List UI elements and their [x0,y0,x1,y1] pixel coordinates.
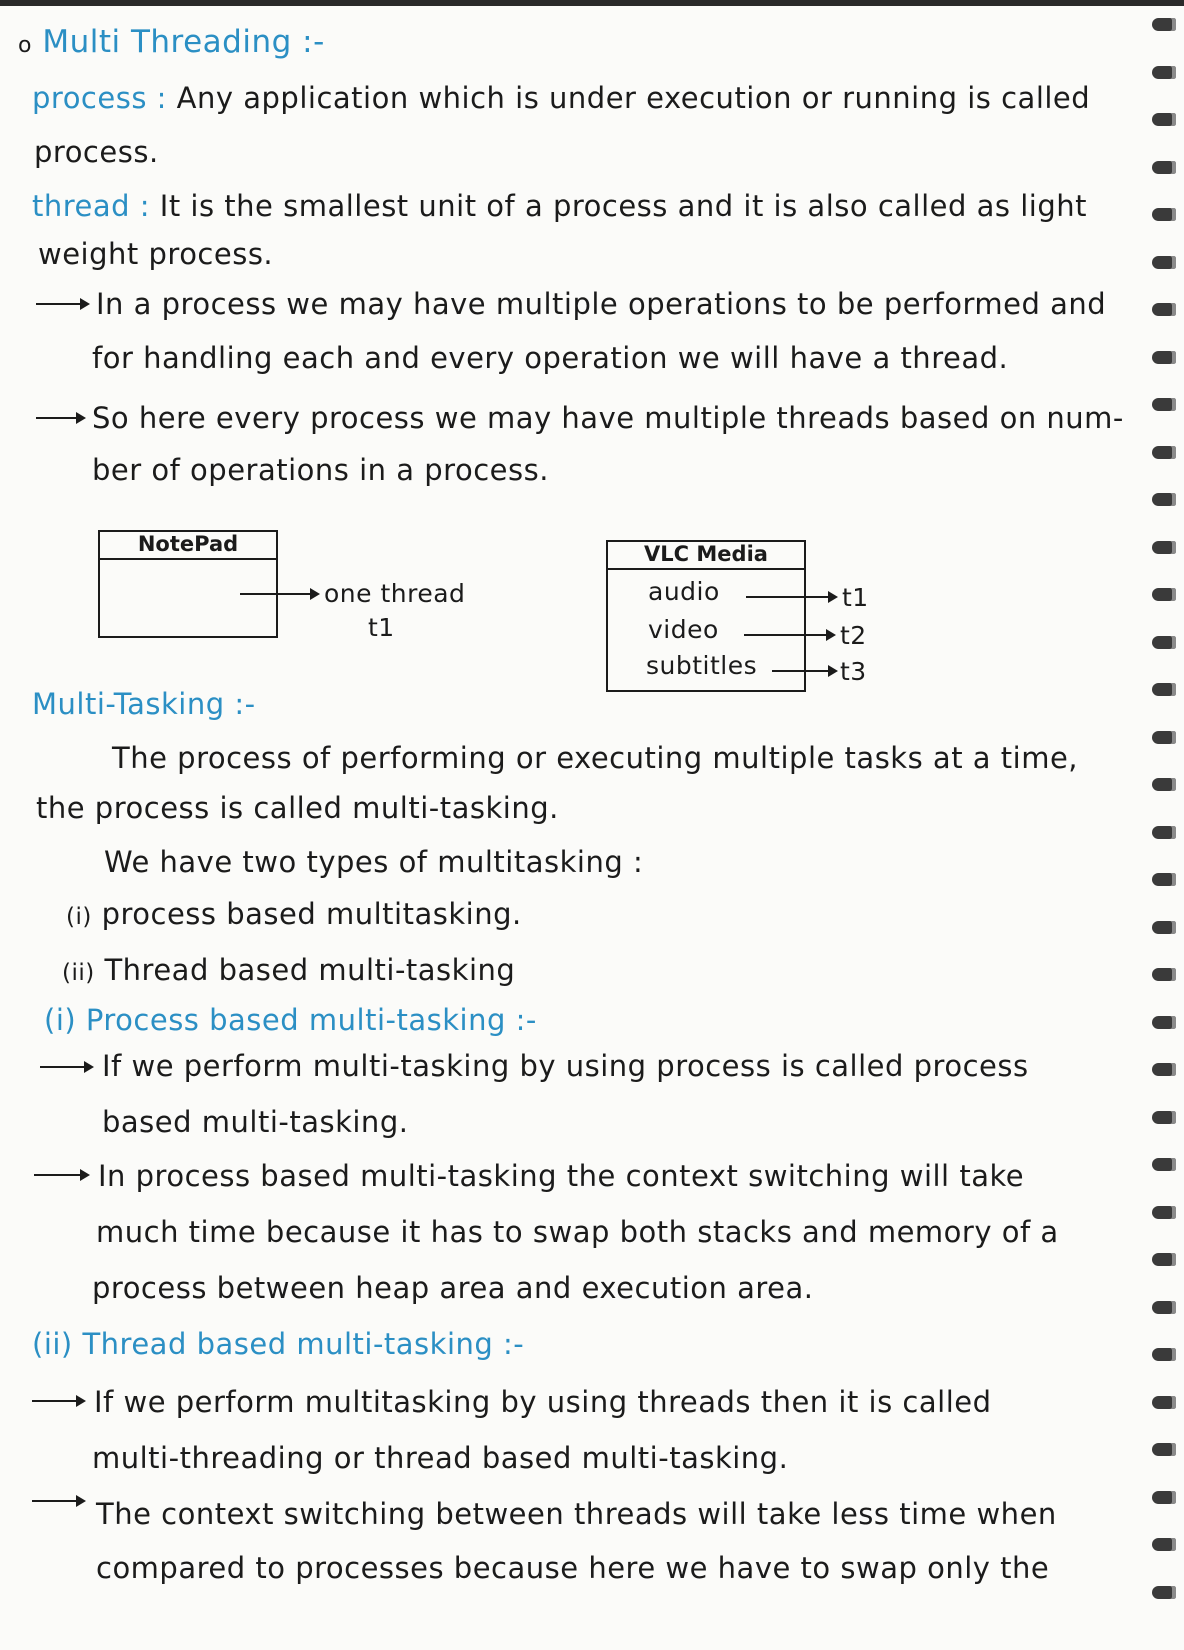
spiral-ring [1152,921,1176,934]
spiral-ring [1152,683,1176,696]
spiral-ring [1152,256,1176,269]
process-definition-line1 [32,80,1090,116]
multithreading-title: Multi Threading :- [42,24,325,60]
type-label: Thread based multi-tasking [104,953,516,987]
thread-definition-line2: weight process. [38,237,274,271]
thread-point-2-line2: ber of operations in a process. [92,453,549,487]
type-label: process based multitasking. [101,897,522,931]
vlc-thread-t2: t2 [840,621,867,650]
vlc-video-arrow [744,634,834,636]
process-term: process : [32,81,167,115]
notepad-thread-arrow [240,593,318,595]
thread-point-1-line1: In a process we may have multiple operations to be performed and [96,287,1107,321]
spiral-ring [1152,1301,1176,1314]
thread-based-point-2-line1: The context switching between threads will take less time when [96,1497,1057,1531]
spiral-ring [1152,778,1176,791]
vlc-subtitles-arrow [772,670,836,672]
process-based-point-2-line3: process between heap area and execution area. [92,1271,814,1305]
vlc-row-subtitles: subtitles [646,651,758,680]
process-based-point-2-line1: In process based multi-tasking the context switching will take [98,1159,1025,1193]
spiral-ring [1152,113,1176,126]
vlc-row-video: video [648,615,719,644]
notepad-thread-label: one thread [324,579,466,608]
process-based-point-1-line1: If we perform multi-tasking by using process is called process [102,1049,1029,1083]
process-definition-text: Any application which is under execution or running is called [176,81,1091,115]
spiral-ring [1152,873,1176,886]
spiral-ring [1152,1016,1176,1029]
thread-based-point-2-line2: compared to processes because here we have to swap only the [96,1551,1050,1585]
multitasking-types-intro: We have two types of multitasking : [104,845,644,879]
thread-definition-text: It is the smallest unit of a process and it is also called as light [159,189,1087,223]
arrow-bullet [34,1174,88,1176]
multitasking-type-1 [66,896,522,935]
vlc-thread-t3: t3 [840,657,867,686]
spiral-ring [1152,1158,1176,1171]
notepad-title: NotePad [137,532,239,556]
arrow-bullet [32,1400,84,1402]
thread-based-point-1-line2: multi-threading or thread based multi-tasking. [92,1441,789,1475]
arrow-bullet [36,303,88,305]
multitasking-definition-line2: the process is called multi-tasking. [36,791,559,825]
spiral-ring [1152,303,1176,316]
process-based-point-1-line2: based multi-tasking. [102,1105,409,1139]
spiral-ring [1152,1111,1176,1124]
vlc-title: VLC Media [644,542,768,566]
spiral-ring [1152,1063,1176,1076]
spiral-ring [1152,446,1176,459]
notepad-box [98,530,278,638]
spiral-ring [1152,1396,1176,1409]
spiral-ring [1152,1491,1176,1504]
notepad-thread-id: t1 [368,613,395,642]
spiral-ring [1152,1586,1176,1599]
spiral-ring [1152,826,1176,839]
arrow-bullet [36,417,84,419]
type-number: (i) [66,904,92,930]
heading-bullet: o [18,33,32,58]
arrow-bullet [32,1500,84,1502]
spiral-ring [1152,1538,1176,1551]
notepad-box-header [100,532,276,560]
spiral-ring [1152,493,1176,506]
multitasking-type-2 [62,952,515,991]
spiral-ring [1152,1206,1176,1219]
vlc-audio-arrow [746,596,836,598]
spiral-ring [1152,636,1176,649]
thread-based-heading: (ii) Thread based multi-tasking :- [32,1327,525,1361]
spiral-ring [1152,588,1176,601]
process-definition-line2: process. [34,135,159,169]
spiral-binding [1152,8,1184,1650]
multithreading-heading [18,24,325,64]
spiral-ring [1152,1253,1176,1266]
spiral-ring [1152,731,1176,744]
vlc-box-header [608,542,804,570]
spiral-ring [1152,968,1176,981]
spiral-ring [1152,161,1176,174]
page-top-edge [0,0,1184,6]
vlc-row-audio: audio [648,577,720,606]
spiral-ring [1152,398,1176,411]
process-based-point-2-line2: much time because it has to swap both stacks and memory of a [96,1215,1059,1249]
thread-point-2-line1: So here every process we may have multiple threads based on num- [92,401,1124,435]
thread-point-1-line2: for handling each and every operation we will have a thread. [92,341,1009,375]
thread-term: thread : [32,189,151,223]
spiral-ring [1152,541,1176,554]
arrow-bullet [40,1066,92,1068]
spiral-ring [1152,1348,1176,1361]
spiral-ring [1152,351,1176,364]
spiral-ring [1152,18,1176,31]
spiral-ring [1152,66,1176,79]
spiral-ring [1152,1443,1176,1456]
multitasking-definition-line1: The process of performing or executing multiple tasks at a time, [112,741,1079,775]
type-number: (ii) [62,960,95,986]
spiral-ring [1152,208,1176,221]
thread-definition-line1 [32,188,1087,224]
multitasking-title: Multi-Tasking :- [32,687,256,721]
thread-based-point-1-line1: If we perform multitasking by using threads then it is called [94,1385,992,1419]
vlc-thread-t1: t1 [842,583,869,612]
process-based-heading: (i) Process based multi-tasking :- [44,1003,537,1037]
